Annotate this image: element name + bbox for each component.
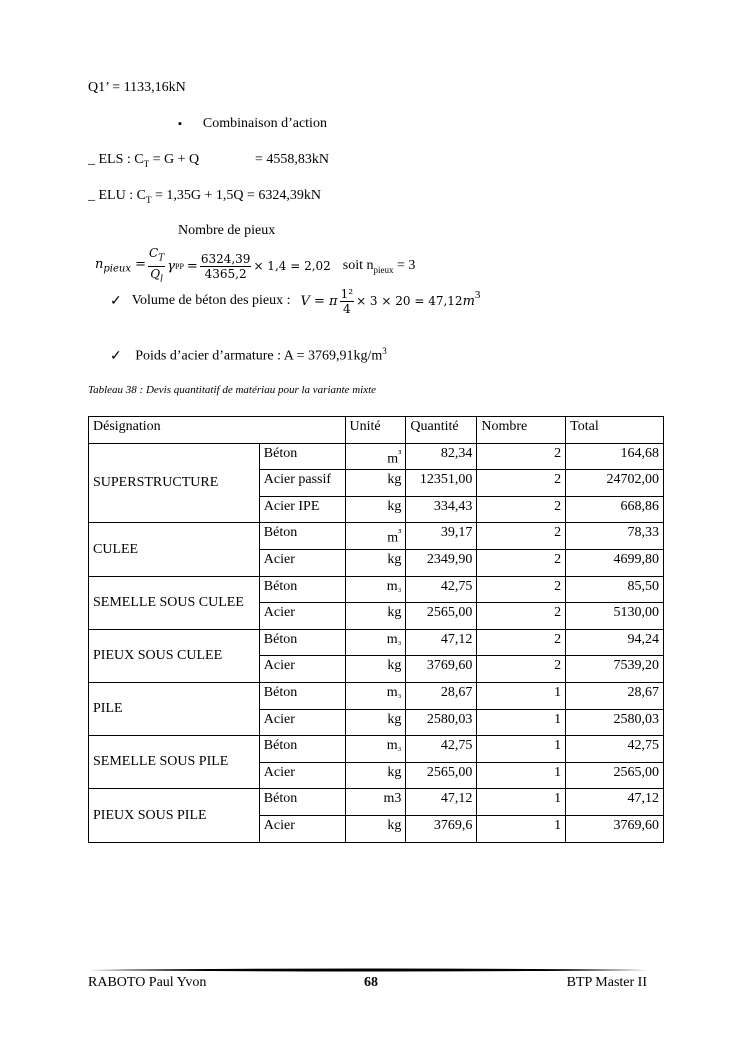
qty-cell: 82,34 xyxy=(406,443,477,470)
group-designation: SEMELLE SOUS CULEE xyxy=(89,576,260,629)
material-cell: Béton xyxy=(259,629,345,656)
volume-fraction: $\frac{\text{1²}}{4}$ xyxy=(340,286,354,316)
elu-line: _ ELU : $C_T = 1,35G + 1,5Q = 6324,39kN$ xyxy=(88,188,321,205)
material-cell: Acier IPE xyxy=(259,496,345,523)
footer-author: RABOTO Paul Yvon xyxy=(88,975,207,990)
total-cell: 47,12 xyxy=(566,789,664,816)
nb-cell: 1 xyxy=(477,816,566,843)
total-cell: 7539,20 xyxy=(566,656,664,683)
unit-cell: kg xyxy=(345,550,406,577)
unit-cell: kg xyxy=(345,470,406,497)
unit-cell: kg xyxy=(345,603,406,630)
table-row xyxy=(89,443,664,470)
checkmark-icon: ✓ xyxy=(110,293,122,309)
volume-beton-line: ✓ Volume de béton des pieux : V = π $\frac{\text{1²}}{4}$ × 3 × 20 = 47,12 m $^3$ xyxy=(110,286,481,316)
table-header-row xyxy=(89,417,664,444)
table-row xyxy=(89,629,664,656)
qty-cell: 47,12 xyxy=(406,629,477,656)
nombre-pieux-title: Nombre de pieux xyxy=(178,223,276,238)
table-row xyxy=(89,576,664,603)
nb-cell: 1 xyxy=(477,736,566,763)
qty-cell: 12351,00 xyxy=(406,470,477,497)
combinaison-heading xyxy=(178,116,327,132)
unit-cell: m₃ xyxy=(345,629,406,656)
total-cell: 85,50 xyxy=(566,576,664,603)
unit-cell: m₃ xyxy=(345,736,406,763)
material-cell: Béton xyxy=(259,443,345,470)
table-row xyxy=(89,523,664,550)
total-cell: 24702,00 xyxy=(566,470,664,497)
qty-cell: 334,43 xyxy=(406,496,477,523)
header-nombre: Nombre xyxy=(477,417,566,444)
total-cell: 94,24 xyxy=(566,629,664,656)
nb-cell: 1 xyxy=(477,709,566,736)
footer-page-number: 68 xyxy=(364,975,378,990)
group-designation: SUPERSTRUCTURE xyxy=(89,443,260,523)
checkmark-icon: ✓ xyxy=(110,348,122,364)
group-designation: SEMELLE SOUS PILE xyxy=(89,736,260,789)
total-cell: 668,86 xyxy=(566,496,664,523)
material-cell: Acier xyxy=(259,762,345,789)
total-cell: 28,67 xyxy=(566,683,664,710)
unit-cell: kg xyxy=(345,816,406,843)
total-cell: 4699,80 xyxy=(566,550,664,577)
qty-cell: 28,67 xyxy=(406,683,477,710)
qty-cell: 39,17 xyxy=(406,523,477,550)
total-cell: 5130,00 xyxy=(566,603,664,630)
qty-cell: 42,75 xyxy=(406,576,477,603)
unit-cell: m₃ xyxy=(345,576,406,603)
material-cell: Acier xyxy=(259,603,345,630)
unit-cell: m3 xyxy=(345,789,406,816)
material-cell: Acier xyxy=(259,816,345,843)
qty-cell: 2565,00 xyxy=(406,762,477,789)
total-cell: 78,33 xyxy=(566,523,664,550)
els-value: = 4558,83kN xyxy=(255,152,330,167)
nb-cell: 1 xyxy=(477,789,566,816)
total-cell: 2565,00 xyxy=(566,762,664,789)
devis-table xyxy=(88,416,664,843)
group-designation: PIEUX SOUS PILE xyxy=(89,789,260,842)
nb-cell: 2 xyxy=(477,443,566,470)
footer-course: BTP Master II xyxy=(566,975,647,990)
material-cell: Acier passif xyxy=(259,470,345,497)
nb-cell: 2 xyxy=(477,576,566,603)
nb-cell: 1 xyxy=(477,683,566,710)
material-cell: Acier xyxy=(259,656,345,683)
group-designation: PIEUX SOUS CULEE xyxy=(89,629,260,682)
qty-cell: 3769,60 xyxy=(406,656,477,683)
nb-cell: 2 xyxy=(477,656,566,683)
table-row xyxy=(89,736,664,763)
group-designation: CULEE xyxy=(89,523,260,576)
qty-cell: 2349,90 xyxy=(406,550,477,577)
nb-cell: 2 xyxy=(477,523,566,550)
nb-cell: 2 xyxy=(477,550,566,577)
material-cell: Béton xyxy=(259,523,345,550)
material-cell: Béton xyxy=(259,789,345,816)
qty-cell: 2565,00 xyxy=(406,603,477,630)
unit-cell: $m^{^3}$ xyxy=(345,523,406,550)
qty-cell: 3769,6 xyxy=(406,816,477,843)
unit-cell: kg xyxy=(345,762,406,789)
header-quantite: Quantité xyxy=(406,417,477,444)
table-row xyxy=(89,789,664,816)
nb-cell: 2 xyxy=(477,496,566,523)
material-cell: Béton xyxy=(259,576,345,603)
header-total: Total xyxy=(566,417,664,444)
combinaison-label: Combinaison d’action xyxy=(202,116,327,131)
qty-cell: 42,75 xyxy=(406,736,477,763)
table-row xyxy=(89,683,664,710)
poids-acier-line: ✓ Poids d’acier d’armature : $A = 3769,91kg/m^3$ xyxy=(110,346,387,364)
load-ratio-fraction: $\frac{6324,39}{4365,2}$ xyxy=(200,251,251,281)
total-cell: 2580,03 xyxy=(566,709,664,736)
nb-cell: 2 xyxy=(477,470,566,497)
nb-cell: 1 xyxy=(477,762,566,789)
els-line: _ ELS : $C_T = G + Q$ = 4558,83kN xyxy=(88,152,330,169)
total-cell: 42,75 xyxy=(566,736,664,763)
square-bullet-icon: ▪ xyxy=(178,118,182,130)
qty-cell: 47,12 xyxy=(406,789,477,816)
material-cell: Acier xyxy=(259,709,345,736)
ct-over-ql-fraction: $\frac{C_T}{Q_l}$ xyxy=(149,246,165,284)
unit-cell: m₃ xyxy=(345,683,406,710)
unit-cell: kg xyxy=(345,496,406,523)
footer-rule xyxy=(88,968,648,972)
unit-cell: $m^{^3}$ xyxy=(345,443,406,470)
header-unite: Unité xyxy=(345,417,406,444)
nb-cell: 2 xyxy=(477,629,566,656)
material-cell: Béton xyxy=(259,683,345,710)
q1-value-line: Q1’ = 1133,16kN xyxy=(88,80,186,95)
unit-cell: kg xyxy=(345,709,406,736)
total-cell: 3769,60 xyxy=(566,816,664,843)
qty-cell: 2580,03 xyxy=(406,709,477,736)
nb-cell: 2 xyxy=(477,603,566,630)
total-cell: 164,68 xyxy=(566,443,664,470)
table-caption: Tableau 38 : Devis quantitatif de matériau pour la variante mixte xyxy=(88,384,377,396)
group-designation: PILE xyxy=(89,683,260,736)
material-cell: Béton xyxy=(259,736,345,763)
unit-cell: kg xyxy=(345,656,406,683)
header-designation: Désignation xyxy=(89,417,346,444)
npieux-equation: $n_{pieux}$ = $\frac{C_T}{Q_l}$ γ PP = $\frac{6324,39}{4365,2}$ × 1,4 = 2,02 soit $n_{pieux} = 3$ xyxy=(95,246,416,284)
material-cell: Acier xyxy=(259,550,345,577)
